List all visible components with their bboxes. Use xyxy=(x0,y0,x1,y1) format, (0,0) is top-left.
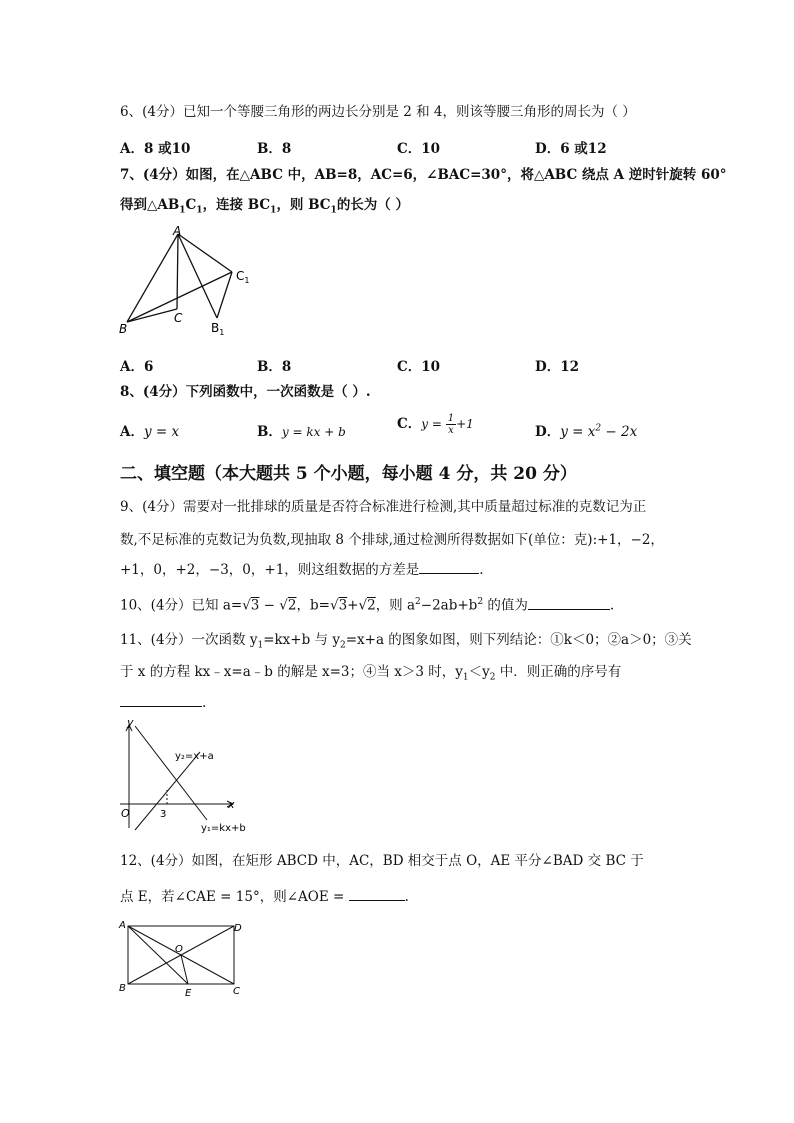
q12-label-b: B xyxy=(119,983,126,994)
q12-label-e: E xyxy=(185,988,192,999)
q8-option-d: D．$y = x^2 - 2x$ xyxy=(535,423,638,440)
q8-option-a: A．y = x xyxy=(120,424,180,440)
q12-line1: 12、(4分）如图，在矩形 ABCD 中，AC，BD 相交于点 O，AE 平分∠BAD 交 BC 于 xyxy=(120,853,644,869)
q12-label-d: D xyxy=(234,923,242,934)
q7-figure xyxy=(115,222,265,342)
q6-text: 6、(4分）已知一个等腰三角形的两边长分别是 2 和 4，则该等腰三角形的周长为（ ） xyxy=(120,104,636,120)
q7-line2: 得到$\triangle AB_1C_1$，连接 $BC_1$，则 $BC_1$的长为（ ） xyxy=(120,197,410,216)
q7-segment-bc xyxy=(127,309,177,322)
q7-line1: 7、(4分）如图，在△ABC 中，AB=8，AC=6，∠BAC=30°，将△ABC 绕点 A 逆时针旋转 60° xyxy=(120,167,727,183)
q9-line1: 9、(4分）需要对一批排球的质量是否符合标准进行检测,其中质量超过标准的克数记为正 xyxy=(120,499,647,515)
q10-text: 10、(4分）已知 a=√3 − √2，b=√3+√2，则 $a^2-2ab+b^2$ 的值为 . xyxy=(120,597,615,614)
q8-text: 8、(4分）下列函数中，一次函数是（ ）. xyxy=(120,384,371,400)
q12-segment-oe xyxy=(181,955,188,984)
q7-segment-ab1 xyxy=(178,234,217,318)
q12-label-a: A xyxy=(119,920,126,931)
q6-option-a: A．8 或10 xyxy=(120,141,191,157)
q9-line3: +1，0，+2，−3，0，+1，则这组数据的方差是 . xyxy=(120,562,484,578)
q6-option-c: C．10 xyxy=(397,141,441,157)
q12-segment-ae xyxy=(128,926,188,984)
q7-label-b: B xyxy=(119,322,128,336)
q11-label-x: x xyxy=(228,798,235,811)
q6-option-b: B．8 xyxy=(257,141,292,157)
q7-option-c: C．10 xyxy=(397,359,441,375)
q11-label-three: 3 xyxy=(160,809,167,820)
q7-segment-b1c1 xyxy=(217,272,232,318)
q7-option-b: B．8 xyxy=(257,359,292,375)
q7-label-b1: $B_1$ xyxy=(211,321,225,337)
q9-line2: 数,不足标准的克数记为负数,现抽取 8 个排球,通过检测所得数据如下(单位：克):+1，−2， xyxy=(120,532,664,548)
q12-line2: 点 E，若∠CAE = 15°，则∠AOE = . xyxy=(120,889,409,905)
q10-answer-blank xyxy=(528,609,610,610)
q12-answer-blank xyxy=(349,900,405,901)
q7-label-a: A xyxy=(173,224,182,238)
q7-segment-ac1 xyxy=(178,234,232,272)
q8-option-b: B．y = kx + b xyxy=(257,424,346,440)
q11-line-y1 xyxy=(135,726,207,820)
q11-graph xyxy=(115,718,255,838)
q12-label-o: O xyxy=(175,944,183,955)
q9-answer-blank xyxy=(419,573,479,574)
q11-answer-blank xyxy=(120,706,202,707)
q7-segment-ab xyxy=(127,234,178,322)
q12-label-c: C xyxy=(233,986,240,997)
q7-label-c1: $C_1$ xyxy=(236,269,250,285)
q11-label-y2: y₂=x+a xyxy=(175,751,214,762)
q11-label-y: y xyxy=(127,718,134,729)
section-title-fill-in: 二、填空题（本大题共 5 个小题，每小题 4 分，共 20 分） xyxy=(120,464,577,484)
q11-line1: 11、(4分）一次函数 $y_1=kx+b$ 与 $y_2=x+a$ 的图象如图，则下列结论：①k＜0；②a＞0；③关 xyxy=(120,632,692,651)
q8-option-c: C．y = $\frac{1}{x}$ +1 xyxy=(397,413,474,436)
q7-label-c: C xyxy=(174,311,183,325)
q11-line2: 于 x 的方程 kx﹣x=a﹣b 的解是 x=3；④当 x＞3 时，$y_1<y_2$ 中．则正确的序号有 xyxy=(120,664,622,683)
q11-label-origin: O xyxy=(121,807,130,820)
q11-label-y1: y₁=kx+b xyxy=(201,823,246,834)
q11-line3: . xyxy=(120,697,206,711)
q7-option-d: D．12 xyxy=(535,359,579,375)
q6-option-d: D．6 或12 xyxy=(535,141,607,157)
q7-option-a: A．6 xyxy=(120,359,154,375)
q12-figure xyxy=(115,918,250,1003)
